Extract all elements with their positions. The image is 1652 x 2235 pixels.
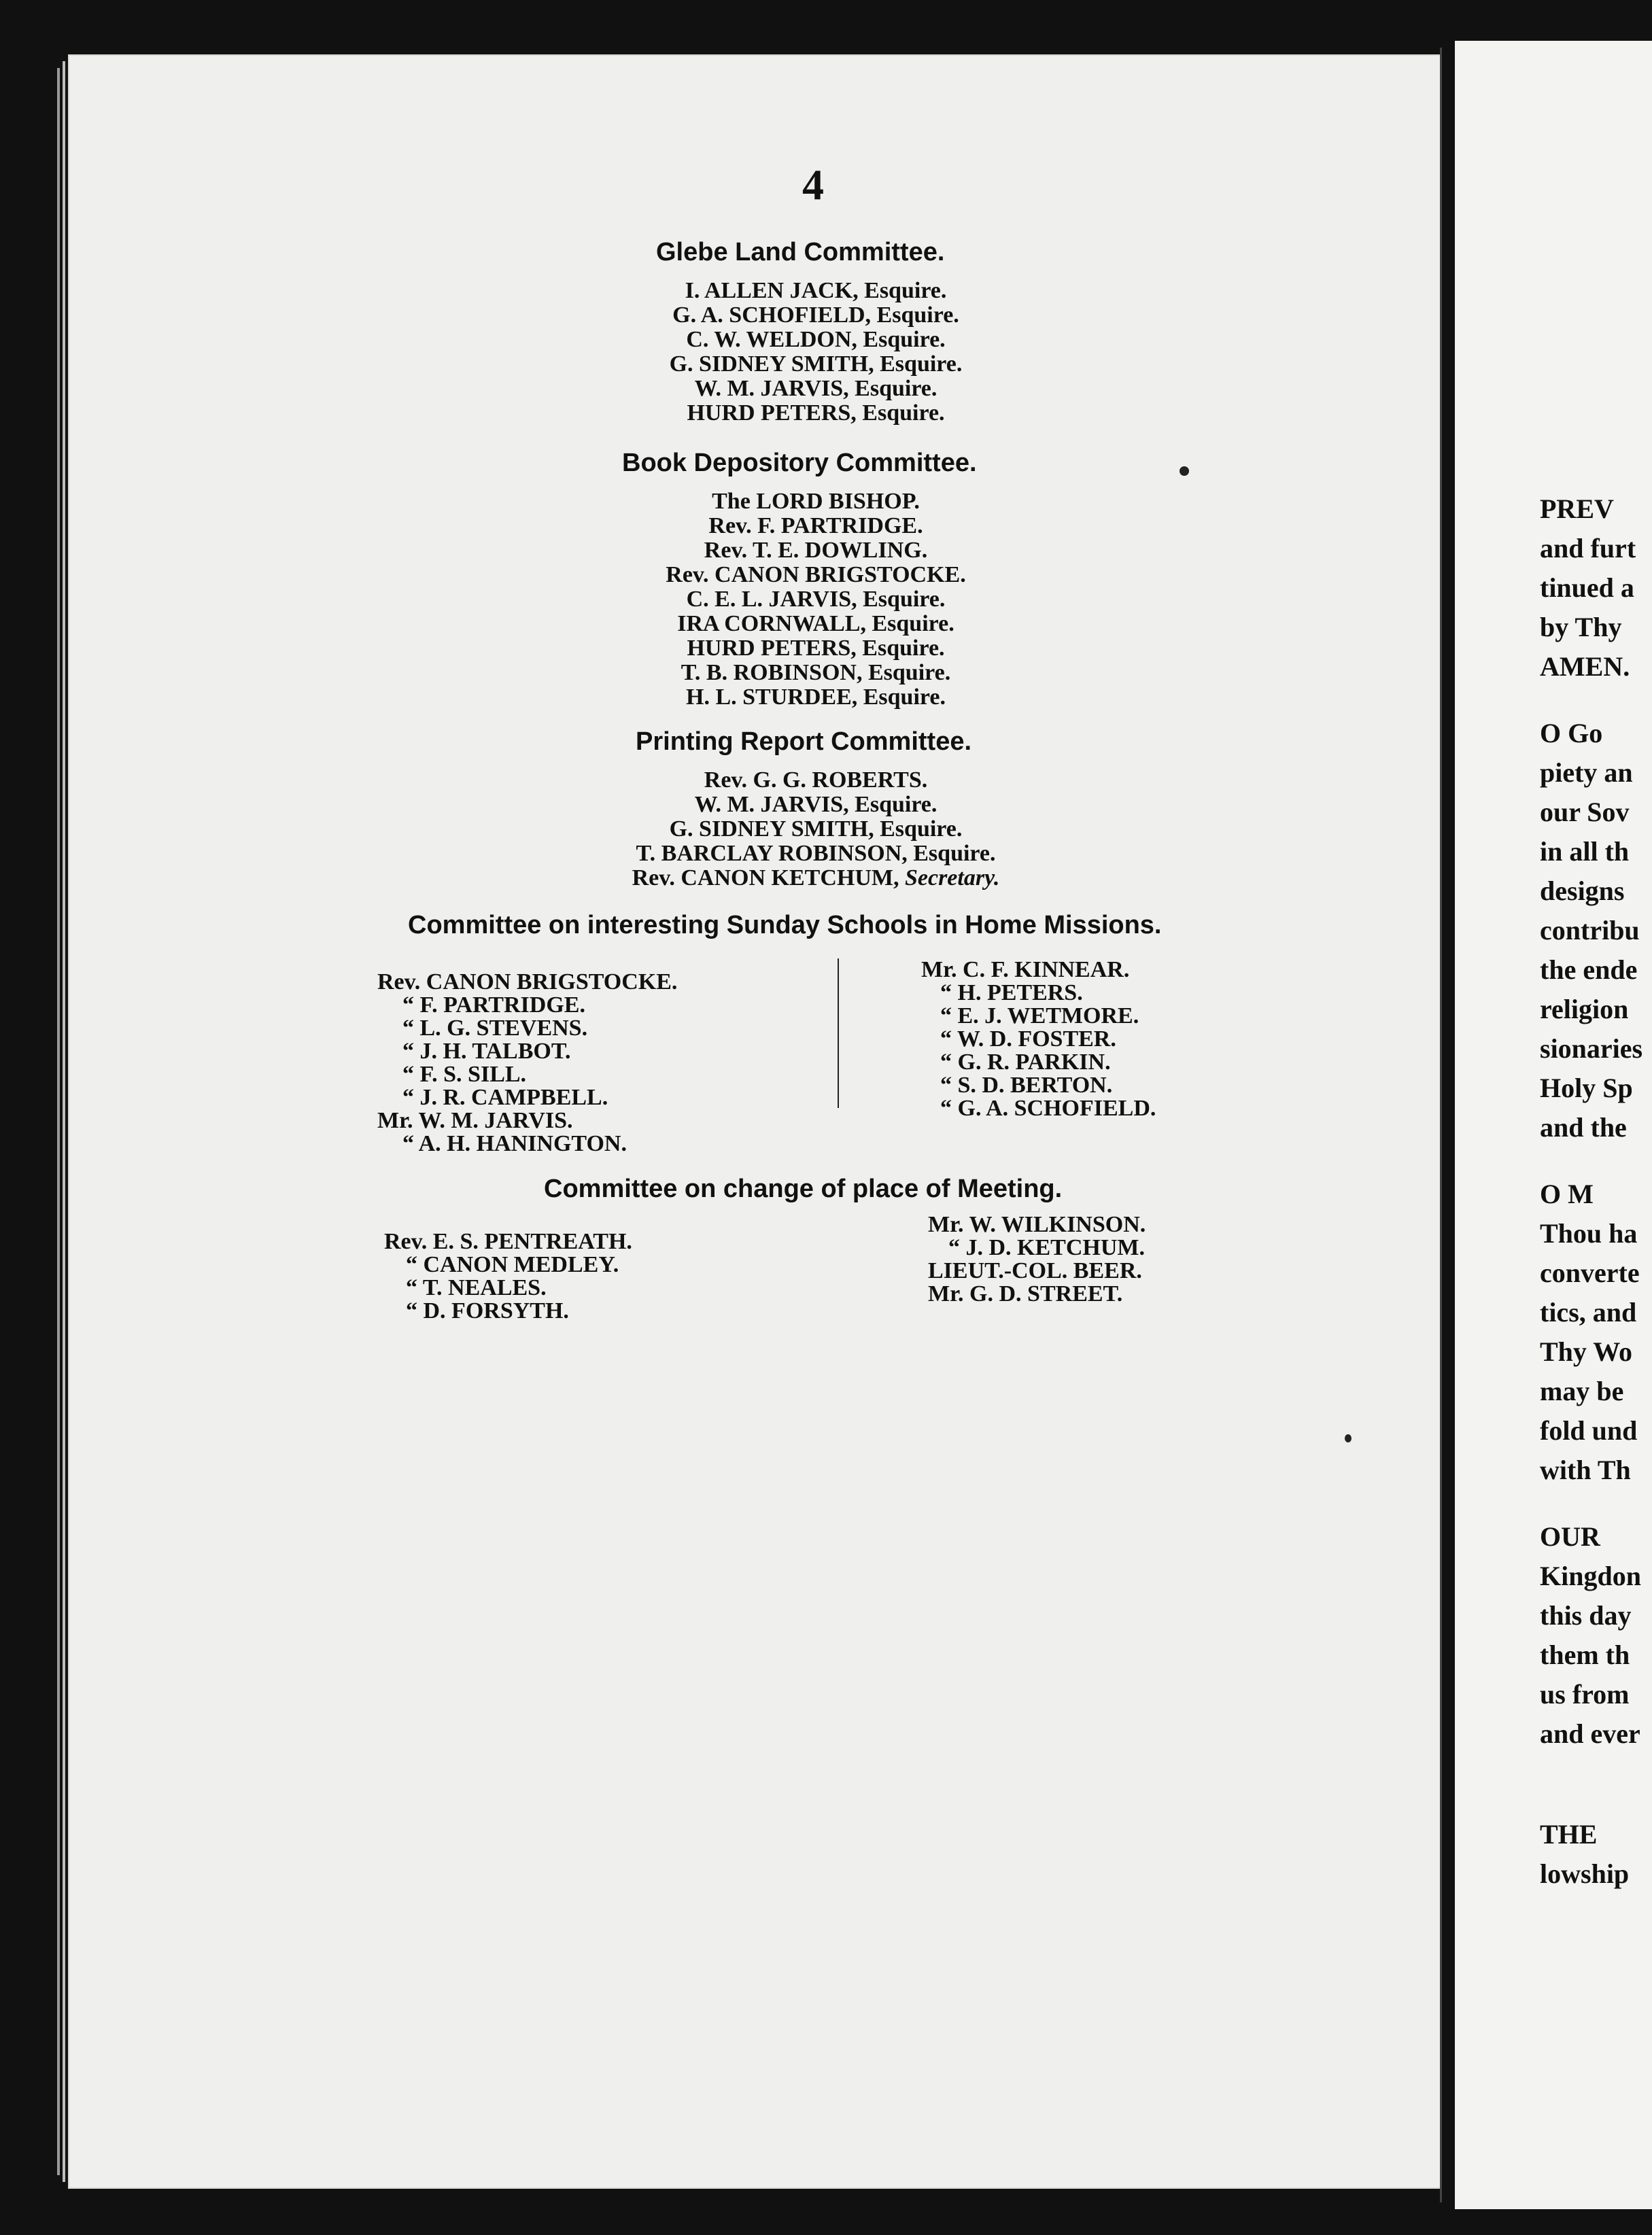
printing-heading: Printing Report Committee. [636,727,972,756]
member: “ J. R. CAMPBELL. [402,1085,608,1110]
member: LIEUT.-COL. BEER. [928,1258,1142,1283]
printing-members [557,768,1074,890]
book-depository-members [557,489,1074,710]
member: The LORD BISHOP. [712,489,920,514]
right-line: the ende [1540,954,1638,985]
right-line: tics, and [1540,1297,1637,1328]
right-line: O M [1540,1179,1594,1209]
sunday-schools-left-column [377,971,677,1156]
right-line: THE [1540,1819,1598,1850]
right-line: OUR [1540,1521,1600,1552]
right-line: designs [1540,876,1625,906]
right-line: our Sov [1540,797,1630,827]
right-line [1540,1754,1652,1815]
meeting-place-heading: Committee on change of place of Meeting. [544,1175,1063,1203]
sunday-schools-right-column [921,958,1156,1120]
column-divider [838,958,839,1108]
member: “ F. PARTRIDGE. [402,992,585,1018]
member: Mr. W. M. JARVIS. [377,1108,573,1133]
right-line: in all th [1540,836,1630,867]
glebe-heading: Glebe Land Committee. [656,238,945,266]
right-line: with Th [1540,1455,1631,1485]
right-line: may be [1540,1376,1624,1406]
member: IRA CORNWALL, Esquire. [677,611,954,636]
sunday-schools-heading: Committee on interesting Sunday Schools in Home Missions. [408,911,1162,939]
member: Rev. T. E. DOWLING. [704,538,928,563]
page-gutter [1440,48,1442,2202]
member: “ G. A. SCHOFIELD. [940,1096,1156,1121]
member: Rev. E. S. PENTREATH. [384,1229,632,1254]
right-line: by Thy [1540,612,1622,642]
right-line: sionaries [1540,1033,1643,1064]
member: “ S. D. BERTON. [940,1073,1113,1098]
right-line: AMEN. [1540,651,1630,682]
page-edge [63,61,65,2182]
member: “ F. S. SILL. [402,1062,527,1087]
glebe-members [557,279,1074,426]
member: HURD PETERS, Esquire. [687,400,945,426]
right-line: contribu [1540,915,1640,946]
right-line: converte [1540,1258,1640,1288]
member: T. BARCLAY ROBINSON, Esquire. [636,841,996,866]
page-number: 4 [802,160,824,209]
member: “ D. FORSYTH. [406,1298,569,1323]
right-line: us from [1540,1679,1630,1710]
member: G. SIDNEY SMITH, Esquire. [669,816,963,842]
member: “ W. D. FOSTER. [940,1026,1116,1052]
secretary-line [557,866,1074,890]
member: Rev. F. PARTRIDGE. [708,513,923,538]
ink-speck [1180,466,1189,476]
member: “ CANON MEDLEY. [406,1252,619,1277]
right-line: piety an [1540,757,1633,788]
member: C. E. L. JARVIS, Esquire. [686,587,946,612]
right-line [1540,1490,1652,1517]
right-line: tinued a [1540,572,1634,603]
right-line: and the [1540,1112,1627,1143]
member: “ T. NEALES. [406,1275,547,1300]
member: “ H. PETERS. [940,980,1083,1005]
right-line: Holy Sp [1540,1073,1633,1103]
right-line: this day [1540,1600,1632,1631]
member: Mr. G. D. STREET. [928,1281,1123,1306]
member: Rev. G. G. ROBERTS. [704,767,928,793]
member: Mr. W. WILKINSON. [928,1212,1146,1237]
meeting-place-left-column [384,1230,632,1323]
secretary-name: Rev. CANON KETCHUM, [632,865,899,890]
member: W. M. JARVIS, Esquire. [694,376,937,401]
member: H. L. STURDEE, Esquire. [686,685,946,710]
right-line: religion [1540,994,1629,1024]
right-line: PREV [1540,493,1614,524]
page-edge [57,68,60,2175]
right-line: Thou ha [1540,1218,1638,1249]
member: HURD PETERS, Esquire. [687,636,945,661]
ink-speck [1345,1434,1352,1442]
member: G. SIDNEY SMITH, Esquire. [669,351,963,377]
member: W. M. JARVIS, Esquire. [694,792,937,817]
secretary-title: Secretary. [904,865,1000,890]
right-line [1540,1147,1652,1175]
right-page-text [1540,489,1652,1894]
member: “ G. R. PARKIN. [940,1050,1111,1075]
member: C. W. WELDON, Esquire. [686,327,946,352]
right-line: and furt [1540,533,1636,564]
member: T. B. ROBINSON, Esquire. [681,660,951,685]
book-depository-heading: Book Depository Committee. [622,449,977,477]
meeting-place-right-column [928,1213,1146,1306]
member: Rev. CANON BRIGSTOCKE. [666,562,966,587]
right-line: them th [1540,1640,1630,1670]
right-line: Thy Wo [1540,1336,1632,1367]
member: Mr. C. F. KINNEAR. [921,957,1130,982]
member: I. ALLEN JACK, Esquire. [685,278,947,303]
member: “ J. H. TALBOT. [402,1039,571,1064]
member: Rev. CANON BRIGSTOCKE. [377,969,678,994]
member: “ L. G. STEVENS. [402,1016,588,1041]
right-line: O Go [1540,718,1603,748]
right-line: fold und [1540,1415,1638,1446]
right-line: lowship [1540,1858,1630,1889]
member: “ A. H. HANINGTON. [402,1131,627,1156]
right-line: and ever [1540,1718,1640,1749]
right-line [1540,687,1652,714]
member: “ E. J. WETMORE. [940,1003,1139,1028]
member: G. A. SCHOFIELD, Esquire. [672,302,959,328]
right-line: Kingdon [1540,1561,1641,1591]
member: “ J. D. KETCHUM. [948,1235,1145,1260]
